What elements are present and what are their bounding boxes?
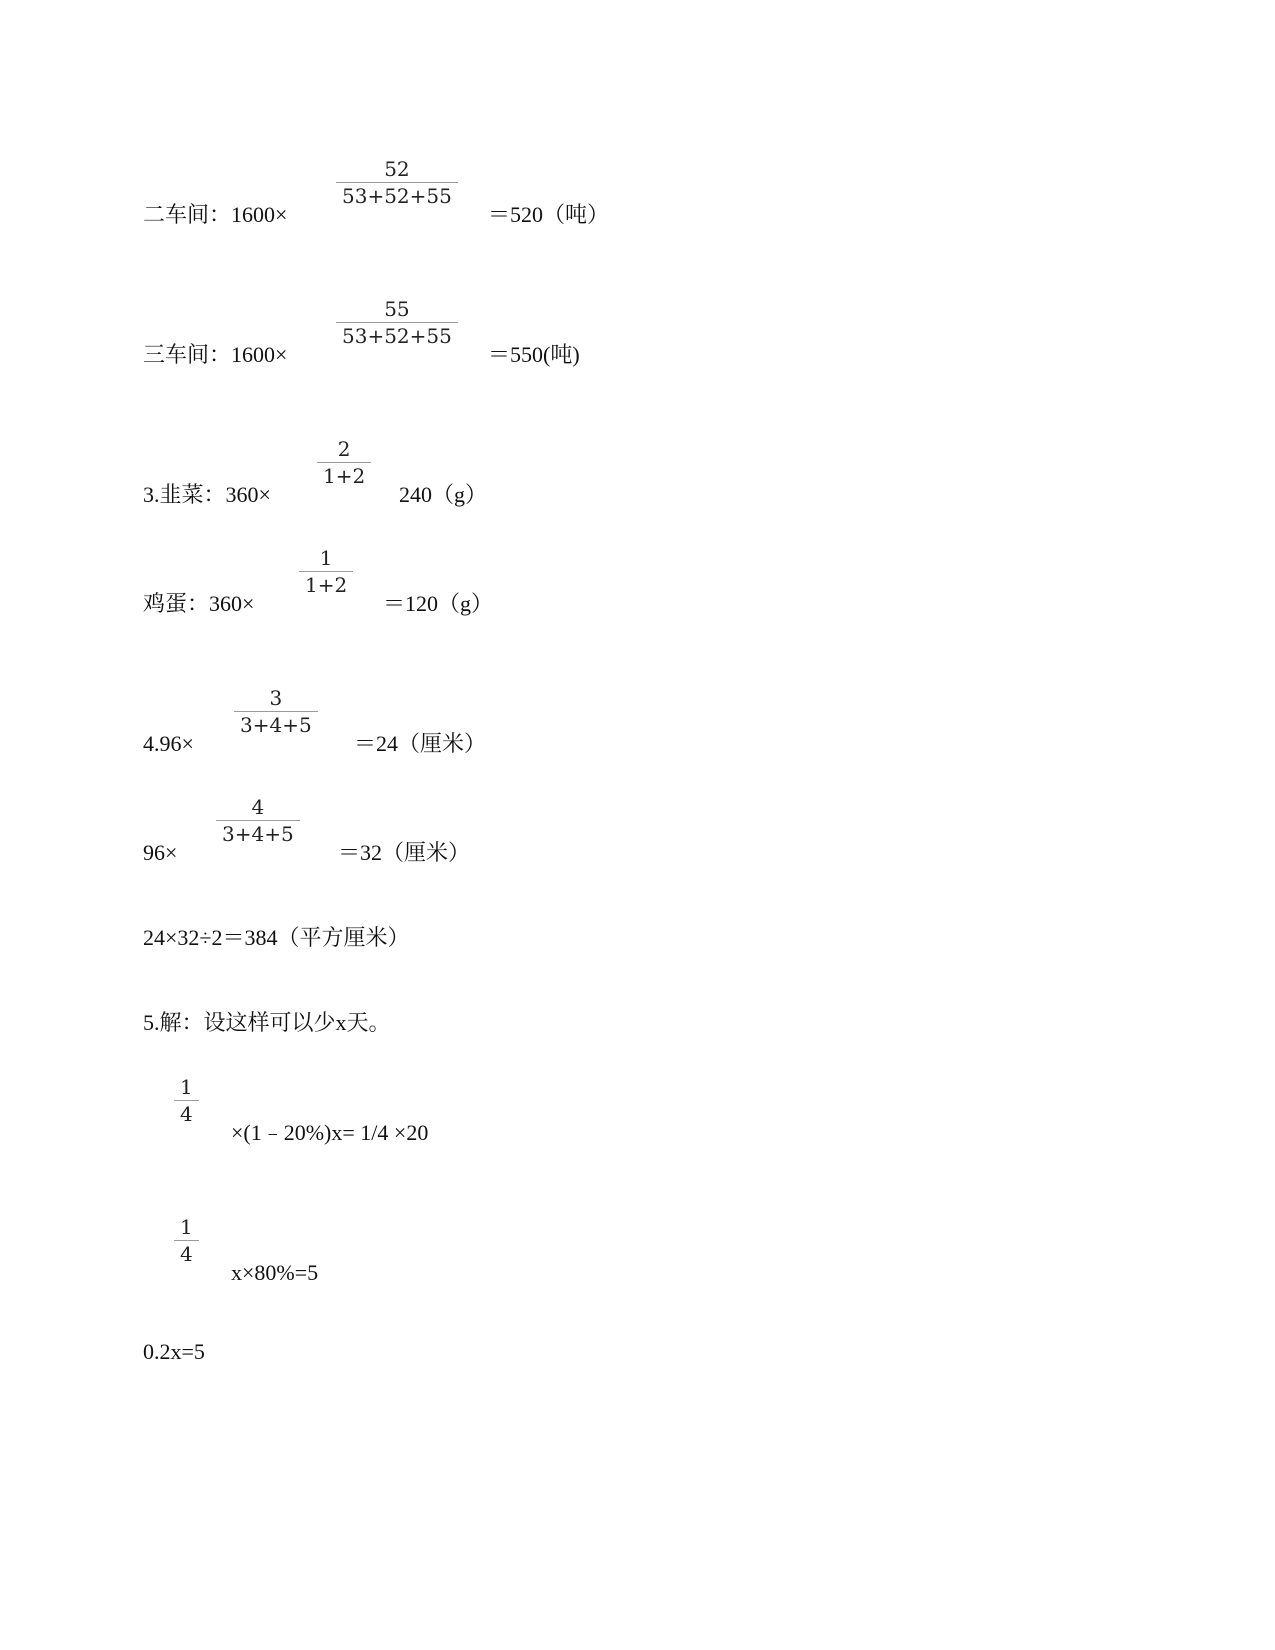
fraction-numerator: 1	[180, 1075, 193, 1099]
fraction-denominator: 53+52+55	[342, 184, 452, 208]
fraction-denominator: 53+52+55	[342, 324, 452, 348]
fraction-52-over-sum	[336, 158, 458, 207]
line-side-a-left: 4.96×	[143, 731, 194, 756]
fraction-4-over-12	[216, 796, 300, 845]
line-equation-3: 0.2x=5	[143, 1339, 205, 1364]
fraction-denominator: 4	[180, 1242, 193, 1266]
line-workshop-3-left: 三车间：1600×	[143, 342, 288, 367]
fraction-numerator: 55	[384, 297, 410, 321]
fraction-denominator: 3+4+5	[240, 713, 312, 737]
line-solution-intro: 5.解：设这样可以少x天。	[143, 1010, 391, 1035]
line-chives-left: 3.韭菜：360×	[143, 482, 271, 507]
fraction-numerator: 2	[337, 437, 351, 461]
fraction-denominator: 3+4+5	[222, 822, 294, 846]
fraction-1-over-4	[174, 1076, 199, 1125]
line-workshop-3-result: ＝550(吨)	[488, 342, 580, 367]
line-equation-2: x×80%=5	[231, 1260, 319, 1285]
line-side-b-result: ＝32（厘米）	[338, 840, 471, 865]
line-equation-1: ×(1﹣20%)x= 1/4 ×20	[231, 1120, 429, 1145]
fraction-numerator: 1	[180, 1215, 193, 1239]
fraction-denominator: 1+2	[323, 464, 366, 488]
line-egg-left: 鸡蛋：360×	[143, 591, 255, 616]
fraction-1-over-4-second	[174, 1216, 199, 1265]
fraction-3-over-12	[234, 687, 318, 736]
fraction-numerator: 1	[319, 546, 333, 570]
line-side-a-result: ＝24（厘米）	[354, 731, 487, 756]
fraction-denominator: 4	[180, 1102, 193, 1126]
fraction-1-over-3	[299, 547, 353, 596]
line-side-b-left: 96×	[143, 840, 178, 865]
fraction-denominator: 1+2	[305, 573, 348, 597]
fraction-numerator: 3	[269, 686, 283, 710]
fraction-numerator: 4	[251, 795, 265, 819]
line-chives-result: 240（g）	[399, 482, 488, 507]
line-workshop-2-result: ＝520（吨）	[488, 202, 610, 227]
line-egg-result: ＝120（g）	[383, 591, 494, 616]
line-workshop-2-left: 二车间：1600×	[143, 202, 288, 227]
fraction-2-over-3	[317, 438, 371, 487]
fraction-numerator: 52	[384, 157, 410, 181]
fraction-55-over-sum	[336, 298, 458, 347]
line-area: 24×32÷2＝384（平方厘米）	[143, 925, 410, 950]
